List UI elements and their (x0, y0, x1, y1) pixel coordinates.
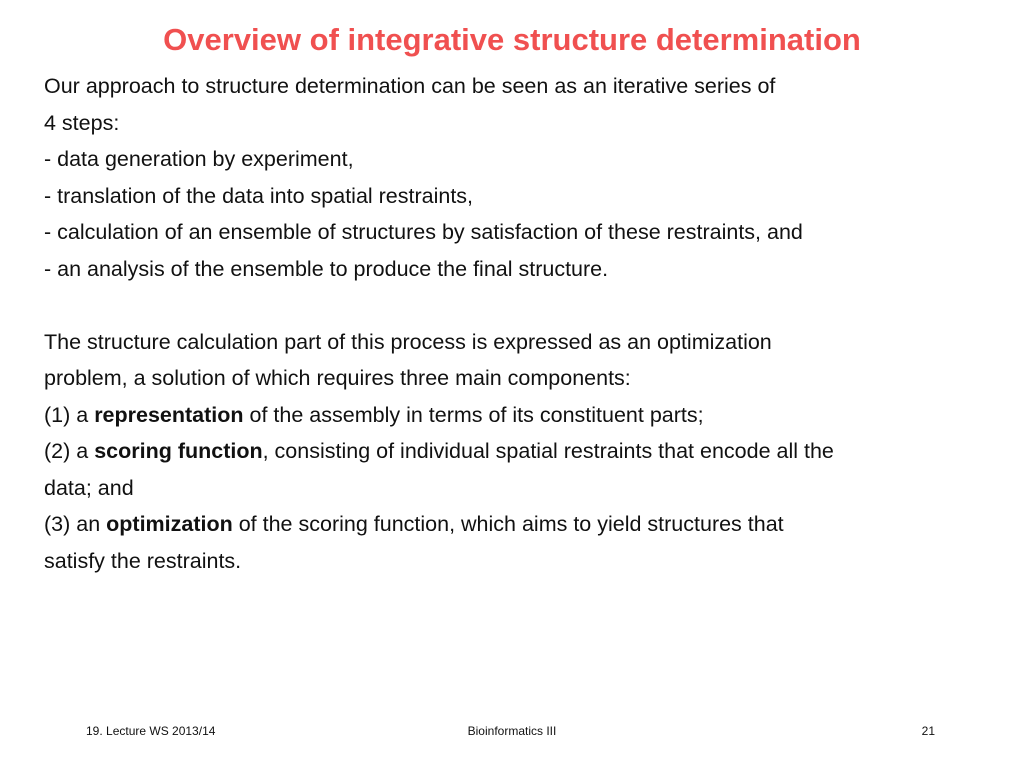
footer-course: Bioinformatics III (467, 724, 557, 738)
item-continuation: satisfy the restraints. (44, 548, 242, 573)
item-keyword: scoring function (94, 439, 263, 463)
component-item-scoring-function (44, 433, 1004, 470)
slide-title: Overview of integrative structure determination (163, 22, 861, 57)
item-text: , consisting of individual spatial restraints that encode all the (262, 439, 834, 463)
paragraph-spacer (44, 287, 1004, 324)
page-number: 21 (921, 724, 935, 738)
body-line: 4 steps: (44, 110, 120, 135)
step-item: - calculation of an ensemble of structures by satisfaction of these restraints, and (44, 220, 803, 244)
step-item: - data generation by experiment, (44, 147, 354, 171)
step-item: - an analysis of the ensemble to produce the final structure. (44, 256, 609, 281)
item-prefix: (3) an (44, 512, 107, 536)
item-text: of the assembly in terms of its constituent parts; (243, 402, 704, 427)
step-item: - translation of the data into spatial restraints, (44, 183, 474, 208)
slide-body (44, 68, 1004, 579)
body-line: The structure calculation part of this process is expressed as an optimization (44, 329, 772, 354)
item-prefix: (1) a (44, 402, 95, 427)
component-item-representation (44, 397, 1004, 434)
item-text: of the scoring function, which aims to yield structures that (232, 512, 784, 536)
item-prefix: (2) a (44, 439, 95, 463)
item-keyword: representation (94, 402, 244, 427)
item-keyword: optimization (106, 512, 233, 536)
body-line: problem, a solution of which requires three main components: (44, 366, 631, 390)
component-item-optimization (44, 506, 1004, 543)
item-continuation: data; and (44, 475, 134, 500)
footer-lecture: 19. Lecture WS 2013/14 (86, 724, 216, 738)
body-line: Our approach to structure determination can be seen as an iterative series of (44, 74, 776, 98)
